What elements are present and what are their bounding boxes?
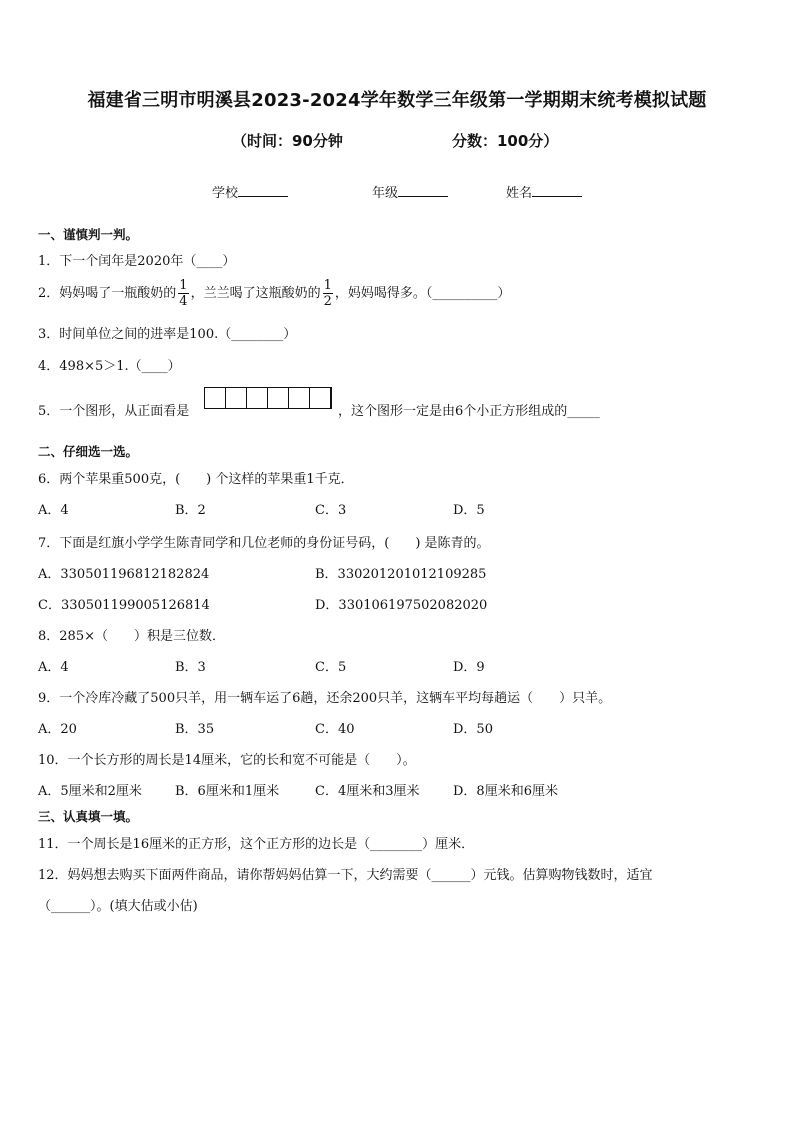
option-a[interactable]: A．5厘米和2厘米 — [38, 784, 142, 799]
question-10: 10．一个长方形的周长是14厘米，它的长和宽不可能是（ ）。 — [38, 753, 416, 768]
grid-cell — [226, 388, 247, 408]
question-2-text-c: ，妈妈喝得多。（__________） — [334, 286, 511, 301]
question-8: 8．285×（ ）积是三位数． — [38, 629, 225, 644]
exam-score: 分数：100分） — [452, 132, 559, 150]
fraction-one-quarter — [178, 278, 188, 309]
option-b[interactable]: B．35 — [175, 722, 215, 737]
name-field — [506, 182, 582, 201]
grid-cell — [247, 388, 268, 408]
front-view-grid — [204, 387, 332, 409]
option-b[interactable]: B．3 — [175, 660, 206, 675]
grade-label: 年级 — [372, 186, 399, 201]
question-3: 3．时间单位之间的进率是100.（________） — [38, 327, 297, 342]
option-d[interactable]: D．5 — [453, 503, 485, 518]
question-2-text-b: ，兰兰喝了这瓶酸奶的 — [190, 286, 321, 301]
option-d[interactable]: D．50 — [453, 722, 493, 737]
fraction-numerator: 1 — [179, 278, 188, 293]
option-c[interactable]: C．4厘米和3厘米 — [315, 784, 420, 799]
fraction-numerator: 1 — [323, 278, 332, 293]
grid-cell — [205, 388, 226, 408]
fraction-denominator: 2 — [323, 294, 332, 309]
section-title: 三、认真填一填。 — [38, 809, 139, 824]
option-d[interactable]: D．8厘米和6厘米 — [453, 784, 558, 799]
question-7: 7．下面是红旗小学学生陈青同学和几位老师的身份证号码，( ) 是陈青的。 — [38, 536, 490, 551]
question-2-text-a: 2．妈妈喝了一瓶酸奶的 — [38, 286, 177, 301]
school-label: 学校 — [212, 186, 239, 201]
name-blank[interactable] — [532, 184, 582, 197]
option-c[interactable]: C．330501199005126814 — [38, 598, 210, 613]
option-b[interactable]: B．6厘米和1厘米 — [175, 784, 280, 799]
exam-time: （时间：90分钟 — [232, 132, 343, 150]
question-5-text-a: 5．一个图形，从正面看是 — [38, 404, 190, 419]
option-b[interactable]: B．330201201012109285 — [315, 567, 487, 582]
question-6: 6．两个苹果重500克，( ) 个这样的苹果重1千克． — [38, 472, 354, 487]
question-5-text-b: ，这个图形一定是由6个小正方形组成的_____ — [338, 404, 600, 419]
question-12-line-2: （______）。(填大估或小估) — [38, 899, 198, 914]
question-12-line-1: 12．妈妈想去购买下面两件商品，请你帮妈妈估算一下，大约需要（______）元钱。估算购物钱数时，适宜 — [38, 868, 653, 883]
grid-cell — [289, 388, 310, 408]
grade-field — [372, 182, 448, 201]
option-c[interactable]: C．3 — [315, 503, 347, 518]
option-a[interactable]: A．20 — [38, 722, 77, 737]
question-4: 4．498×5＞1.（____） — [38, 359, 181, 374]
option-a[interactable]: A．330501196812182824 — [38, 567, 210, 582]
grid-cell — [268, 388, 289, 408]
fraction-denominator: 4 — [179, 294, 188, 309]
option-c[interactable]: C．40 — [315, 722, 355, 737]
option-d[interactable]: D．330106197502082020 — [315, 598, 488, 613]
question-2 — [38, 278, 510, 309]
grid-row-2 — [205, 408, 330, 429]
school-field — [212, 182, 288, 201]
grid-cell — [310, 388, 331, 408]
section-title: 一、谨慎判一判。 — [38, 227, 139, 242]
section-title: 二、仔细选一选。 — [38, 444, 139, 459]
option-d[interactable]: D．9 — [453, 660, 485, 675]
fraction-one-half — [323, 278, 333, 309]
question-11: 11．一个周长是16厘米的正方形，这个正方形的边长是（________）厘米． — [38, 837, 475, 852]
option-a[interactable]: A．4 — [38, 660, 69, 675]
question-1: 1．下一个闰年是2020年（____） — [38, 254, 236, 269]
grade-blank[interactable] — [398, 184, 448, 197]
exam-title: 福建省三明市明溪县2023-2024学年数学三年级第一学期期末统考模拟试题 — [87, 90, 707, 111]
question-9: 9．一个冷库冷藏了500只羊，用一辆车运了6趟，还余200只羊，这辆车平均每趟运（ ）只羊。 — [38, 691, 612, 706]
name-label: 姓名 — [506, 186, 533, 201]
option-c[interactable]: C．5 — [315, 660, 347, 675]
school-blank[interactable] — [238, 184, 288, 197]
option-a[interactable]: A．4 — [38, 503, 69, 518]
option-b[interactable]: B．2 — [175, 503, 206, 518]
